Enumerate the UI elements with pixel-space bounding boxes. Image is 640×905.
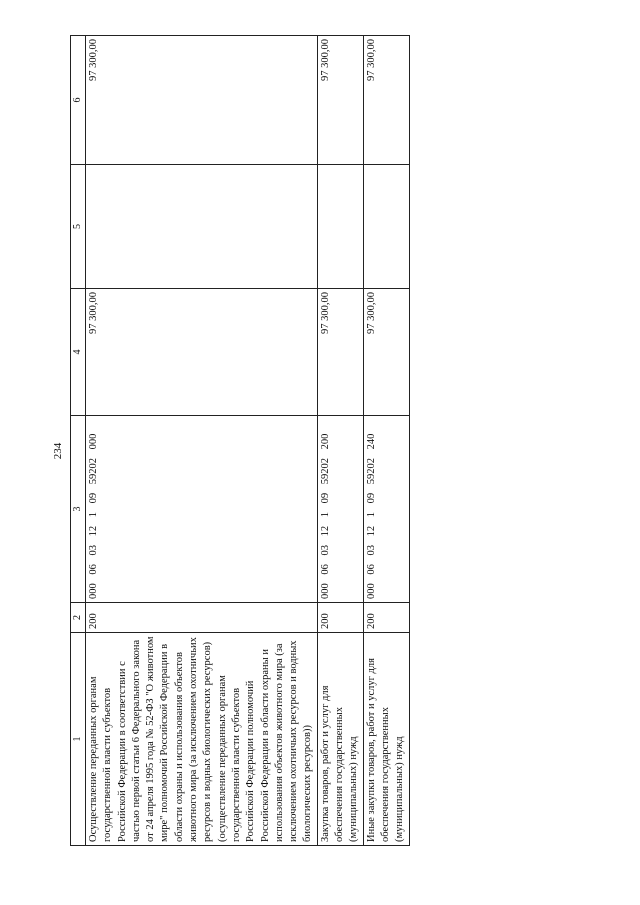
row-amount-col4: 97 300,00 [363,289,409,416]
row-group-code: 200 [317,603,363,633]
column-header: 5 [71,165,86,289]
header-row [71,36,86,846]
row-amount-col5 [363,165,409,289]
row-budget-code: 000 06 03 12 1 09 59202 240 [363,416,409,603]
table-row [317,36,363,846]
column-header: 6 [71,36,86,165]
row-amount-col4: 97 300,00 [86,289,318,416]
row-amount-col6: 97 300,00 [317,36,363,165]
row-amount-col5 [86,165,318,289]
rotated-table-wrapper [70,36,406,846]
column-header: 4 [71,289,86,416]
budget-table-sheet [70,36,406,846]
row-description: Закупка товаров, работ и услуг для обеспечения государственных (муниципальных) нужд [317,633,363,846]
budget-table [70,35,410,846]
column-header: 2 [71,603,86,633]
row-group-code: 200 [86,603,318,633]
row-budget-code: 000 06 03 12 1 09 59202 200 [317,416,363,603]
page-number: 234 [52,442,64,460]
row-amount-col6: 97 300,00 [363,36,409,165]
row-budget-code: 000 06 03 12 1 09 59202 000 [86,416,318,603]
table-row [86,36,318,846]
row-description: Иные закупки товаров, работ и услуг для обеспечения государственных (муниципальных) нужд [363,633,409,846]
row-amount-col6: 97 300,00 [86,36,318,165]
row-amount-col5 [317,165,363,289]
column-header: 1 [71,633,86,846]
table-row [363,36,409,846]
row-amount-col4: 97 300,00 [317,289,363,416]
row-group-code: 200 [363,603,409,633]
row-description: Осуществление переданных органам государственной власти субъектов Российской Федерации в соответствии с частью первой статьи 6 Федерального закона от 24 апреля 1995 года № 52-ФЗ "О животном мире" полномочий Российской Федерации в области охраны и использования объектов животного мира (за исключением охотничьих ресурсов и водных биологических ресурсов) (осуществление переданных органам государственной власти субъектов Российской Федерации полномочий Российской Федерации в области охраны и использования объектов животного мира (за исключением охотничьих ресурсов и водных биологических ресурсов)) [86,633,318,846]
column-header: 3 [71,416,86,603]
